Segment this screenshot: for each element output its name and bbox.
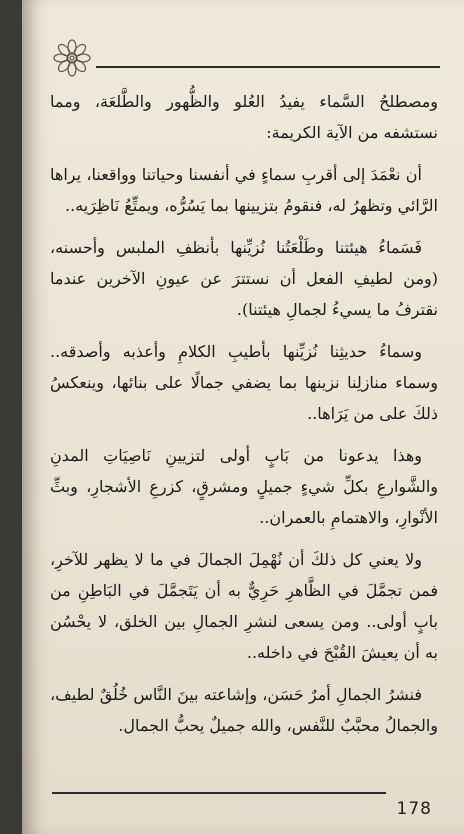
floral-ornament-icon <box>52 38 92 78</box>
footer-rule <box>52 792 386 794</box>
page-number: 178 <box>396 799 432 819</box>
paragraph: وهذا يدعونا من بَابٍ أولى لتزيينِ نَاصِيَاتِ المدنِ والشَّوارعِ بكلِّ شيءٍ جميلٍ ومشرقٍ، كزرعِ الأشجارِ، وبثِّ الأنْوارِ، والاهتمامِ بالعمران.. <box>50 446 438 527</box>
paragraph: فَسَماءُ هيئتنا وطَلْعَتُنا نُزيِّنها بأنظفِ الملبس وأحسنه، (ومن لطيفِ الفعل أن نستترَ عن عيونِ الآخرين عندما نقترفُ ما يسيءُ لجمالِ هيئتنا). <box>50 238 438 319</box>
book-page <box>22 0 464 834</box>
paragraph: وسماءُ حديثِنا نُزيِّنها بأطيبِ الكلامِ وأعذبه وأصدقه.. وسماء منازلِنا نزينها بما يضفي جمالًا على بنائها، وينعكسُ ذلكَ على من يَرَاها.. <box>50 342 438 423</box>
paragraph: فنشرُ الجمالِ أمرٌ حَسَن، وإشاعته بينَ النَّاس خُلُقٌ لطيف، والجمالُ محبَّبٌ للنَّفس، والله جميلٌ يحبُّ الجمال. <box>50 685 438 735</box>
paragraph: ومصطلحُ السَّماء يفيدُ العُلو والظُّهور والطَّلعَة، ومما نستشفه من الآية الكريمة: <box>50 92 438 142</box>
paragraph: ولا يعني كل ذلكَ أن نُهْمِلَ الجمالَ في ما لا يظهر للآخرِ، فمن تجمَّلَ في الظَّاهرِ حَرِيٌّ به أن يَتَجمَّلَ في البَاطِنِ من بابٍ أولى.. ومن يسعى لنشرِ الجمالِ بين الخلق، لا يحْسُن به أن يعيشَ القُبْحَ في داخله.. <box>50 550 438 662</box>
header-rule <box>96 66 440 68</box>
body-text <box>50 86 438 752</box>
paragraph: أن نعْمَدَ إلى أقربِ سماءٍ في أنفسنا وحياتنا وواقعنا، يراها الرَّائي وتظهرُ له، فنقومُ بتزيينها بما يَسُرُّه، ويمتِّعُ نَاظِرَيه.. <box>50 165 438 215</box>
